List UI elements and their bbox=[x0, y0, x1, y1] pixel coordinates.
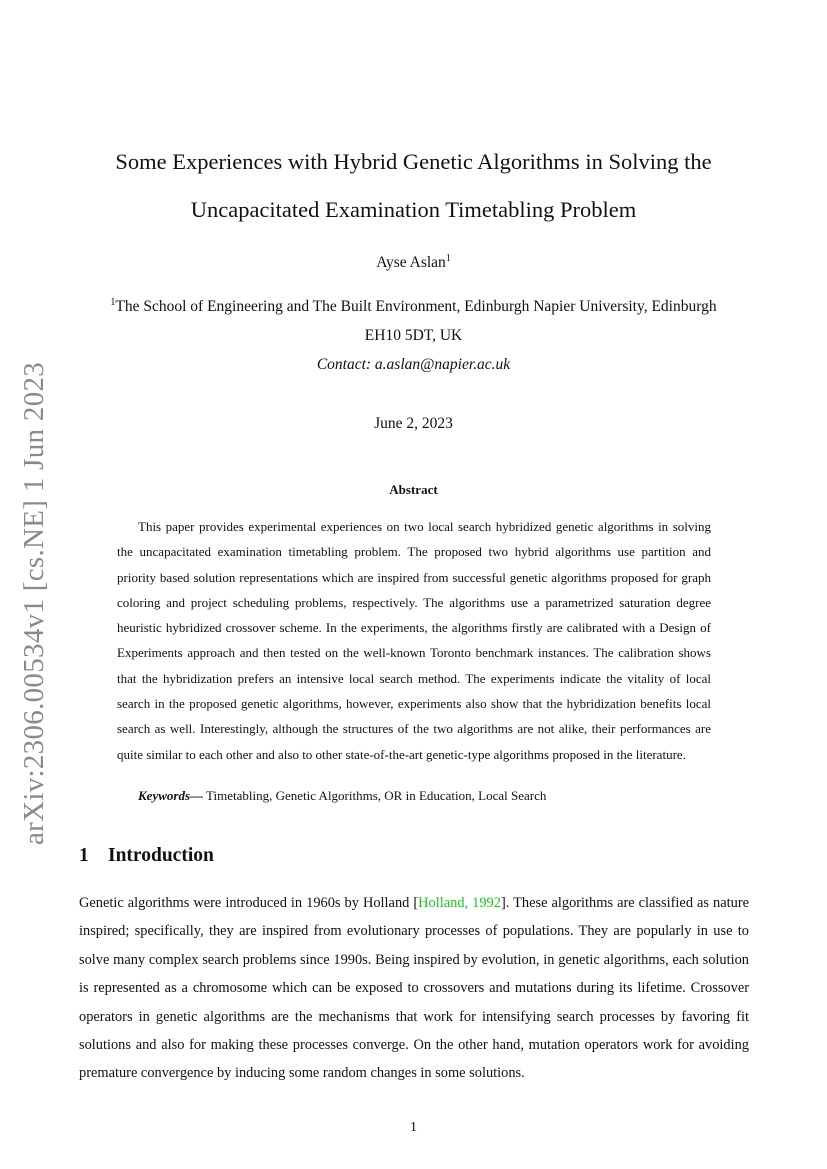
affiliation-line-2: EH10 5DT, UK bbox=[364, 327, 463, 344]
keywords-list: Timetabling, Genetic Algorithms, OR in Education, Local Search bbox=[206, 788, 547, 803]
arxiv-identifier-stamp: arXiv:2306.00534v1 [cs.NE] 1 Jun 2023 bbox=[18, 361, 50, 845]
author-line bbox=[60, 255, 767, 271]
keywords-line bbox=[138, 789, 546, 802]
affiliation-line-1 bbox=[60, 299, 767, 315]
abstract-text: This paper provides experimental experiences on two local search hybridized genetic algorithms in solving the uncapacitated examination timetabling problem. The proposed two hybrid algorithms use partition and priority based solution representations which are inspired from successful genetic algorithms proposed for graph coloring and project scheduling problems, respectively. The algorithms use a parametrized saturation degree heuristic hybridized crossover scheme. In the experiments, the algorithms firstly are calibrated with a Design of Experiments approach and then tested on the well-known Toronto benchmark instances. The calibration shows that the hybridization prefers an intensive local search method. The experiments indicate the vitality of local search in the proposed genetic algorithms, however, experiments also show that the hybridization benefits local search as well. Interestingly, although the structures of the two algorithms are not alike, their performances are quite similar to each other and also to other state-of-the-art genetic-type algorithms proposed in the literature. bbox=[117, 519, 711, 762]
section-number: 1 bbox=[79, 845, 89, 866]
intro-text-start: Genetic algorithms were introduced in 1960s by Holland [ bbox=[79, 895, 419, 911]
section-heading-introduction bbox=[79, 846, 214, 866]
section-title: Introduction bbox=[108, 845, 214, 866]
contact-email: Contact: a.aslan@napier.ac.uk bbox=[316, 356, 511, 373]
affiliation-text: The School of Engineering and The Built Environment, Edinburgh Napier University, Edinburgh bbox=[115, 298, 717, 315]
page-number: 1 bbox=[410, 1120, 417, 1135]
abstract-heading: Abstract bbox=[389, 482, 438, 497]
paper-title-line-1: Some Experiences with Hybrid Genetic Algorithms in Solving the bbox=[115, 149, 712, 174]
introduction-paragraph bbox=[79, 889, 749, 1088]
author-name: Ayse Aslan bbox=[376, 254, 446, 271]
intro-text-rest: ]. These algorithms are classified as nature inspired; specifically, they are inspired from evolutionary processes of populations. They are popularly in use to solve many complex search problems since 1990s. Being inspired by evolution, in genetic algorithms, each solution is represented as a chromosome which can be exposed to crossovers and mutations during its lifetime. Crossover operators in genetic algorithms are the mechanisms that work for intensifying search processes by favoring fit solutions and also for making these processes converge. On the other hand, mutation operators work for avoiding premature convergence by inducing some random changes in some solutions. bbox=[79, 895, 750, 1082]
affiliation-mark: 1 bbox=[110, 297, 116, 308]
keywords-label: Keywords— bbox=[138, 788, 203, 803]
publication-date: June 2, 2023 bbox=[374, 415, 453, 432]
citation-link-holland-1992[interactable]: Holland, 1992 bbox=[418, 895, 501, 911]
paper-title-line-2: Uncapacitated Examination Timetabling Problem bbox=[190, 197, 637, 222]
author-affiliation-mark: 1 bbox=[445, 253, 451, 264]
